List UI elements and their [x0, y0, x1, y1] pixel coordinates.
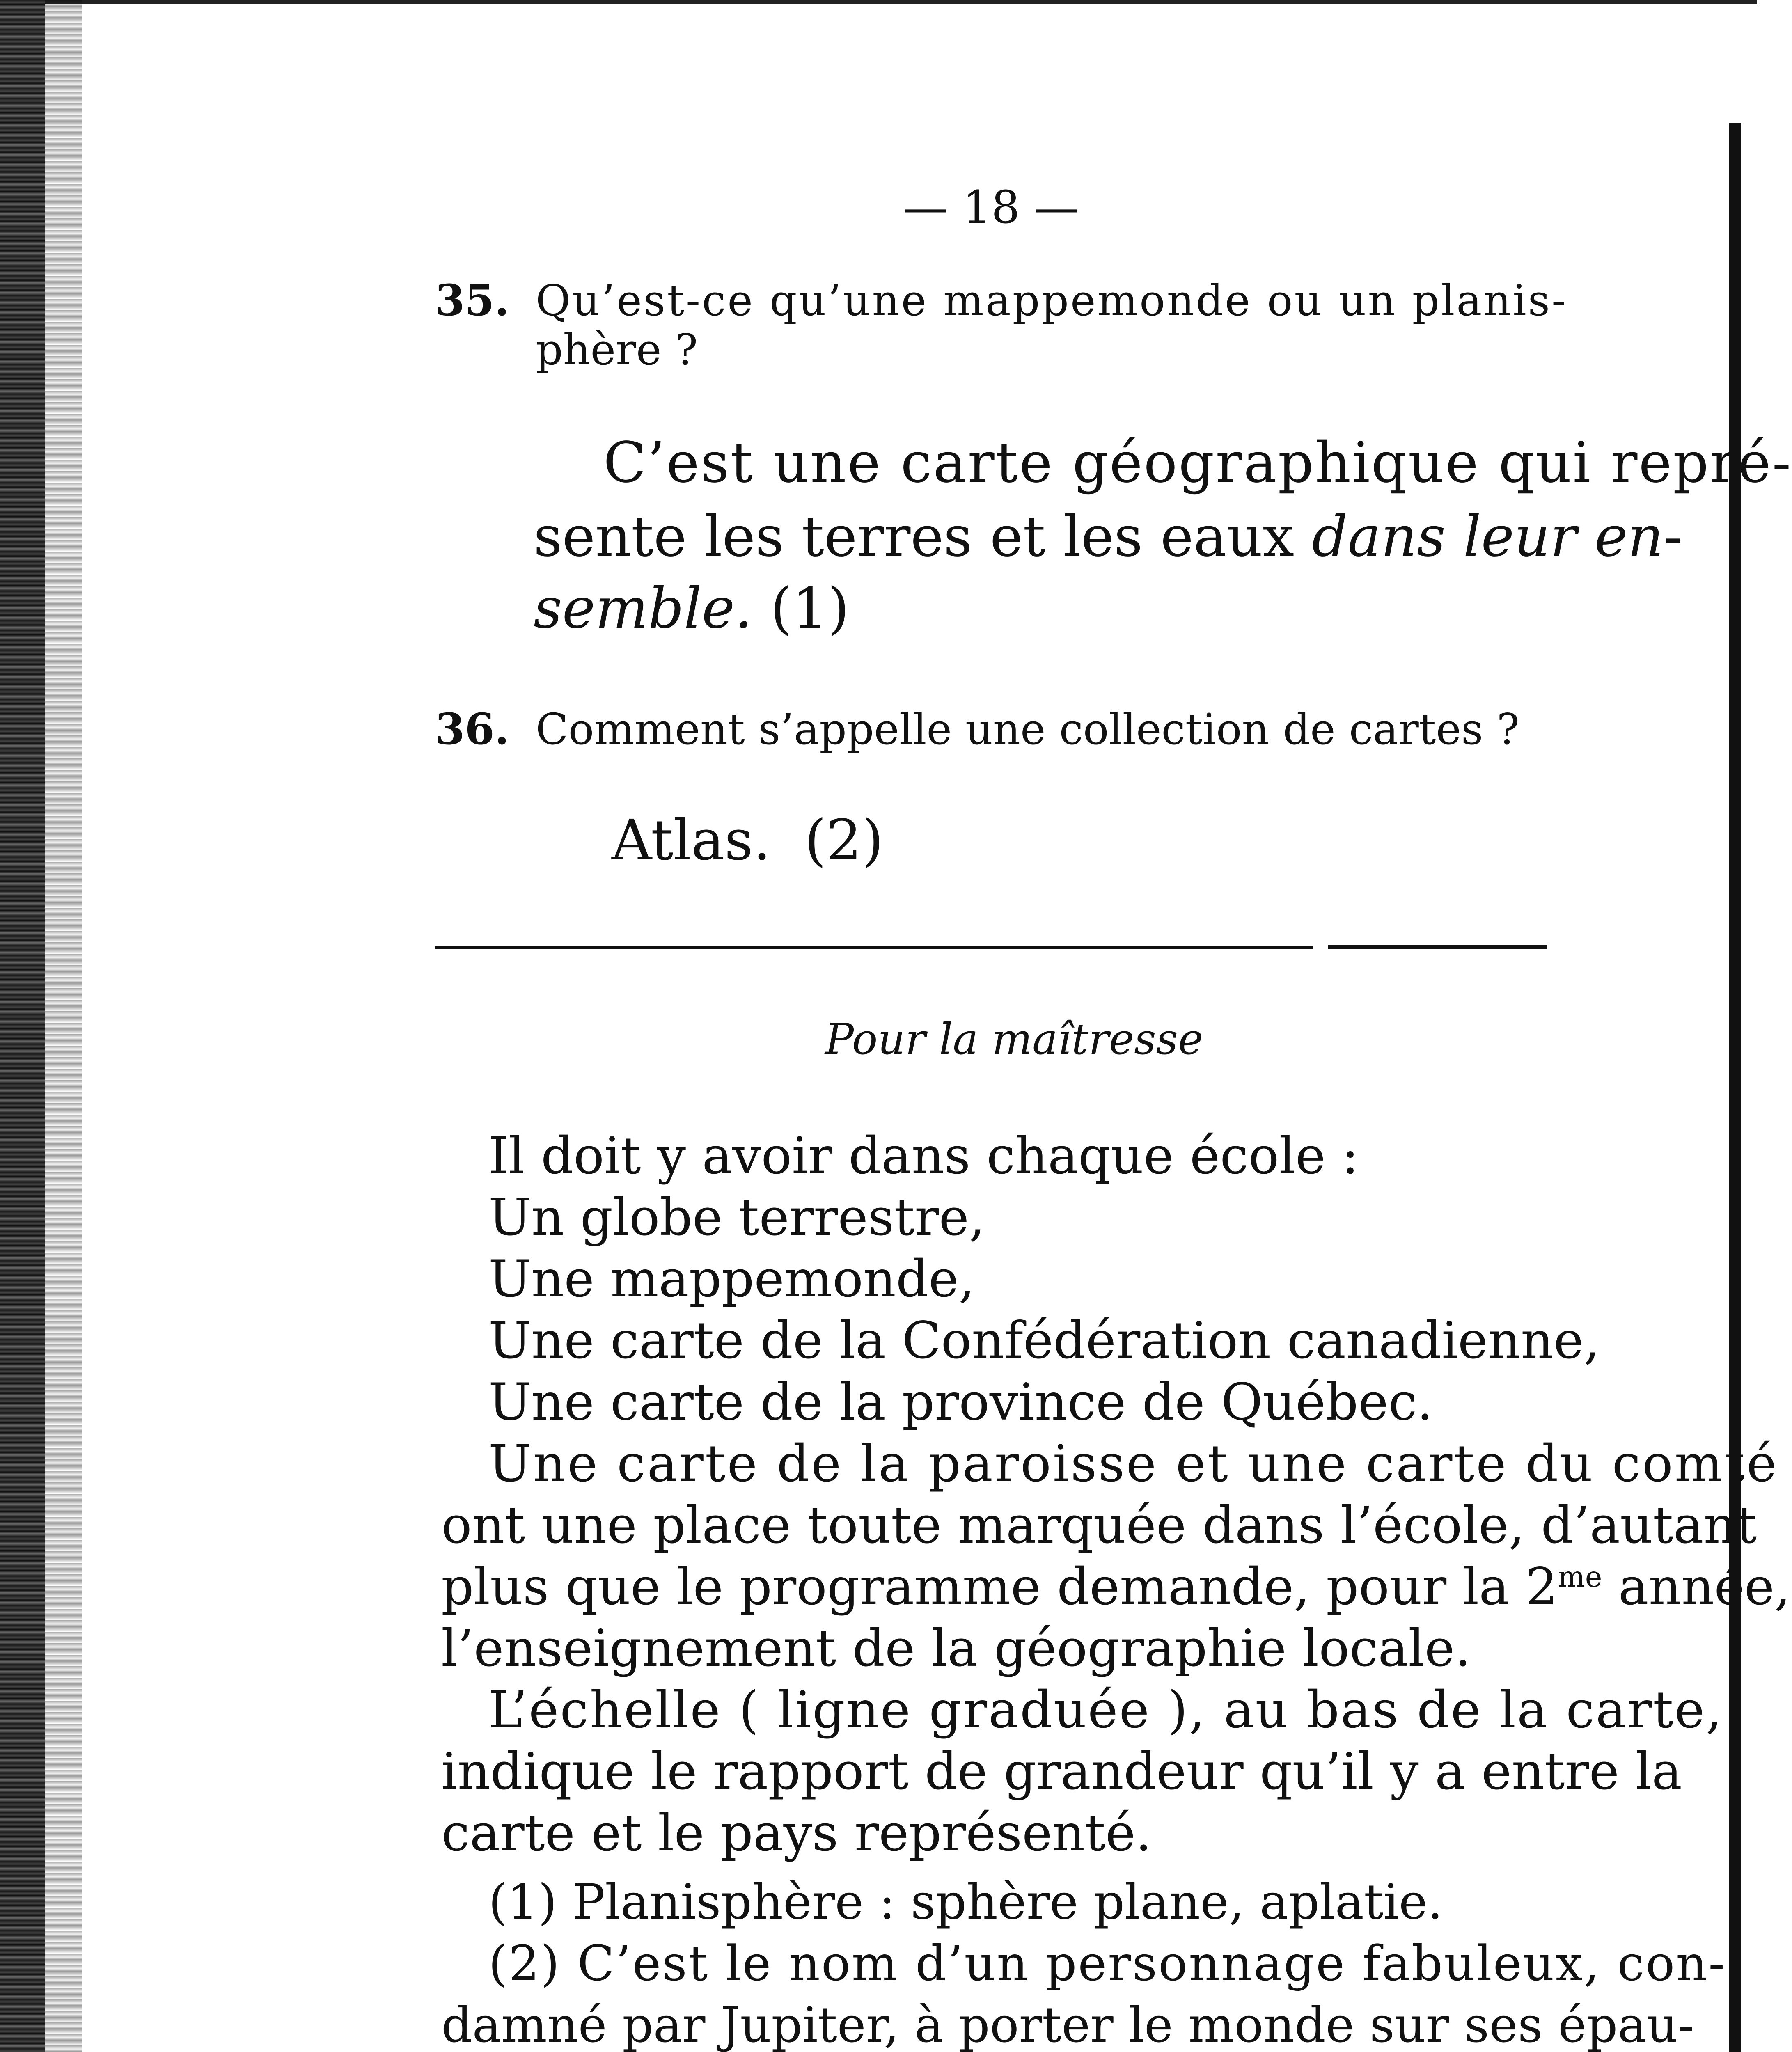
teacher-line-6: Une carte de la paroisse et une carte du comté	[488, 1434, 1778, 1493]
answer-35-line2-plain: sente les terres et les eaux	[534, 504, 1312, 569]
answer-35-line2-italic: dans leur en-	[1312, 504, 1682, 569]
footnote-2-marker: (2)	[488, 1935, 561, 1992]
footnote-2-line1: C’est le nom d’un personnage fabuleux, con-	[561, 1935, 1726, 1992]
question-36-line1: Comment s’appelle une collection de cartes ?	[536, 704, 1520, 754]
page-number: — 18 —	[903, 181, 1079, 234]
teacher-line-4: Une carte de la Confédération canadienne,	[488, 1311, 1600, 1370]
teacher-section-heading: Pour la maîtresse	[825, 1014, 1203, 1064]
teacher-line-11: indique le rapport de grandeur qu’il y a entre la	[441, 1742, 1682, 1801]
teacher-line-1: Il doit y avoir dans chaque école :	[488, 1127, 1359, 1186]
footnote-2-line2: damné par Jupiter, à porter le monde sur ses épau-	[441, 1997, 1694, 2052]
footnote-1	[488, 1873, 1443, 1930]
answer-36: Atlas.	[612, 808, 771, 873]
separator-rule-left	[435, 946, 1313, 949]
teacher-line-5: Une carte de la province de Québec.	[488, 1373, 1433, 1432]
question-36-number: 36.	[435, 704, 509, 754]
scan-top-edge	[0, 0, 1757, 4]
footnote-2	[488, 1935, 1726, 1992]
teacher-line-8	[441, 1557, 1791, 1617]
scan-left-edge	[0, 0, 45, 2052]
answer-35-line2	[534, 504, 1682, 569]
separator-rule-right	[1328, 945, 1547, 949]
question-35-line2: phère ?	[536, 325, 698, 375]
teacher-line-7: ont une place toute marquée dans l’école, d’autant	[441, 1496, 1757, 1555]
teacher-line-12: carte et le pays représenté.	[441, 1804, 1152, 1863]
question-35-number: 35.	[435, 275, 509, 325]
footnote-ref-2: (2)	[804, 808, 884, 873]
answer-35-line1: C’est une carte géographique qui repré-	[603, 431, 1792, 495]
teacher-line-9: l’enseignement de la géographie locale.	[441, 1619, 1471, 1678]
scan-left-shadow	[45, 0, 82, 2052]
teacher-line-8-end: année,	[1602, 1557, 1791, 1617]
answer-35-line3	[534, 576, 850, 641]
teacher-line-8-start: plus que le programme demande, pour la 2	[441, 1557, 1558, 1617]
teacher-line-8-sup: me	[1558, 1560, 1602, 1594]
footnote-1-marker: (1)	[488, 1873, 557, 1930]
footnote-1-text: Planisphère : sphère plane, aplatie.	[557, 1873, 1443, 1930]
teacher-line-2: Un globe terrestre,	[488, 1188, 985, 1247]
question-35-line1: Qu’est-ce qu’une mappemonde ou un planis-	[536, 275, 1568, 325]
answer-35-line3-italic: semble.	[534, 576, 753, 641]
footnote-ref-1: (1)	[752, 576, 850, 641]
teacher-line-3: Une mappemonde,	[488, 1250, 975, 1309]
teacher-line-10: L’échelle ( ligne graduée ), au bas de la carte,	[488, 1681, 1723, 1740]
scan-right-edge	[1729, 123, 1741, 2052]
